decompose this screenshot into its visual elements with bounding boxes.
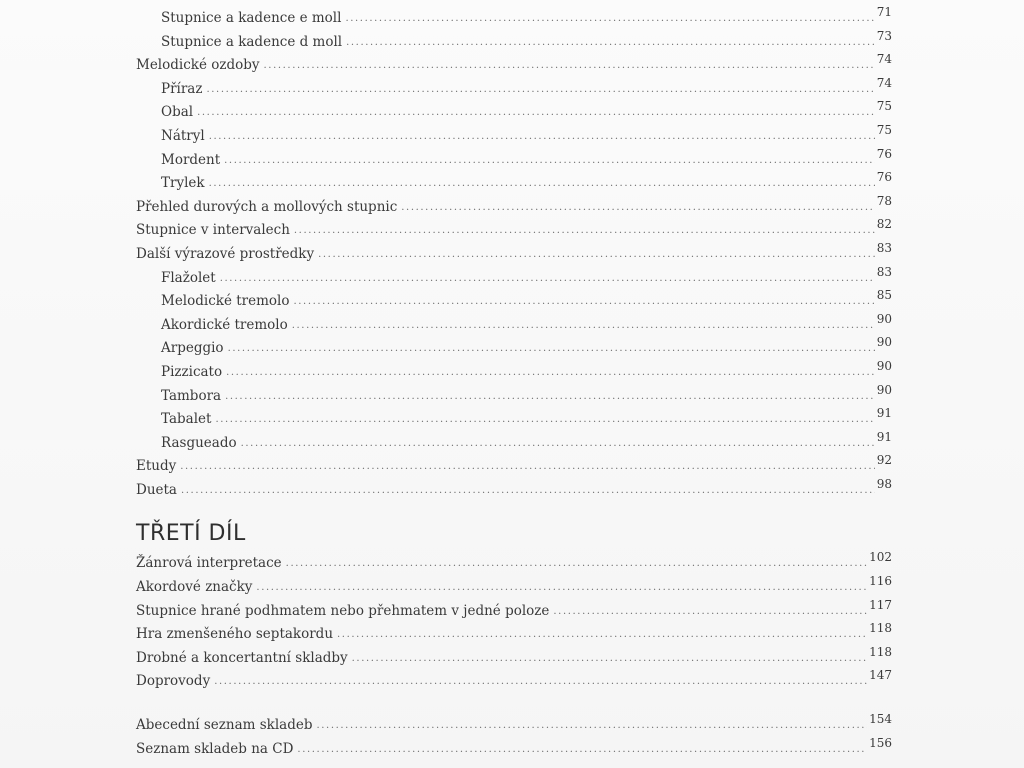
toc-entry-label: Nátryl xyxy=(161,127,205,144)
toc-entry-label: Stupnice v intervalech xyxy=(136,222,290,239)
toc-entry-label: Flažolet xyxy=(161,269,216,286)
toc-entry xyxy=(136,240,892,267)
toc-entry-label: Stupnice hrané podhmatem nebo přehmatem v jedné poloze xyxy=(136,602,550,619)
toc-entry xyxy=(136,219,892,243)
toc-entry xyxy=(136,714,892,738)
toc-entry xyxy=(136,455,892,479)
section-gap xyxy=(136,694,892,714)
toc-page-number: 85 xyxy=(876,288,892,303)
toc-entry xyxy=(136,54,892,78)
toc-entry xyxy=(136,576,892,600)
toc-page-number: 83 xyxy=(876,240,892,255)
toc-entry xyxy=(136,670,892,694)
toc-page-number: 76 xyxy=(876,146,892,161)
toc-subentry xyxy=(136,358,892,385)
toc-entry-label: Stupnice a kadence e moll xyxy=(161,10,342,26)
toc-entry-label: Stupnice a kadence d moll xyxy=(161,33,343,50)
toc-entry-label: Obal xyxy=(161,104,194,121)
dot-leader xyxy=(209,172,875,196)
toc-subentry xyxy=(136,75,892,102)
toc-entry-label: Doprovody xyxy=(136,673,211,690)
dot-leader xyxy=(346,31,875,55)
dot-leader xyxy=(215,408,874,432)
toc-subentry xyxy=(136,101,892,125)
table-of-contents xyxy=(136,7,892,761)
dot-leader xyxy=(345,7,874,31)
toc-subentry xyxy=(136,429,892,456)
dot-leader xyxy=(264,54,875,78)
dot-leader xyxy=(352,647,867,671)
toc-page-number: 83 xyxy=(876,264,892,279)
toc-entry-label: Melodické tremolo xyxy=(161,293,290,310)
toc-subentry xyxy=(136,264,892,291)
toc-entry-label: Abecední seznam skladeb xyxy=(136,717,313,734)
toc-entry-label: Rasgueado xyxy=(161,434,237,451)
dot-leader xyxy=(225,385,875,409)
toc-subentry xyxy=(136,382,892,409)
toc-entry xyxy=(136,597,892,624)
toc-entry-label: Arpeggio xyxy=(161,340,224,357)
dot-leader xyxy=(401,196,874,220)
toc-subentry xyxy=(136,408,892,432)
toc-page-number: 118 xyxy=(869,644,892,659)
toc-entry-label: Další výrazové prostředky xyxy=(136,245,315,262)
toc-page-number: 98 xyxy=(876,476,892,491)
toc-entry xyxy=(136,193,892,220)
toc-page-number: 73 xyxy=(876,28,892,43)
toc-entry-label: Hra zmenšeného septakordu xyxy=(136,626,334,643)
dot-leader xyxy=(292,314,875,338)
toc-entry-label: Příraz xyxy=(161,80,203,97)
toc-entry xyxy=(136,552,892,576)
toc-page-number: 91 xyxy=(876,406,892,421)
dot-leader xyxy=(241,432,875,456)
toc-entry-label: Seznam skladeb na CD xyxy=(136,740,294,757)
part3-entry-list xyxy=(136,552,892,694)
dot-leader xyxy=(293,290,874,314)
dot-leader xyxy=(553,600,867,624)
toc-page-number: 78 xyxy=(876,193,892,208)
dot-leader xyxy=(224,149,875,173)
dot-leader xyxy=(337,623,867,647)
toc-entry-label: Tambora xyxy=(161,387,222,404)
toc-entry-label: Melodické ozdoby xyxy=(136,57,260,74)
toc-page-number: 71 xyxy=(876,5,892,19)
toc-page-number: 147 xyxy=(869,668,892,683)
toc-page-number: 74 xyxy=(876,52,892,67)
toc-entry-label: Tabalet xyxy=(161,411,212,428)
toc-page-number: 91 xyxy=(876,429,892,444)
appendix-entry-list xyxy=(136,714,892,761)
dot-leader xyxy=(256,576,867,600)
toc-page-number: 82 xyxy=(876,217,892,232)
toc-subentry xyxy=(136,122,892,149)
toc-page-number: 90 xyxy=(876,335,892,350)
toc-entry-label: Žánrová interpretace xyxy=(136,555,282,572)
toc-entry-label: Přehled durových a mollových stupnic xyxy=(136,198,398,215)
toc-page-number: 117 xyxy=(869,597,892,612)
toc-subentry xyxy=(136,290,892,314)
dot-leader xyxy=(209,125,875,149)
toc-entry-label: Drobné a koncertantní skladby xyxy=(136,649,348,666)
toc-entry xyxy=(136,735,892,762)
section-heading-part3: TŘETÍ DÍL xyxy=(136,521,246,547)
toc-subentry xyxy=(136,146,892,173)
toc-entry-label: Dueta xyxy=(136,481,177,498)
toc-subentry xyxy=(136,172,892,196)
part2-entry-list xyxy=(136,7,892,502)
toc-subentry xyxy=(136,28,892,55)
toc-subentry xyxy=(136,311,892,338)
toc-page-number: 75 xyxy=(876,122,892,137)
dot-leader xyxy=(228,337,875,361)
dot-leader xyxy=(317,714,868,738)
toc-page-number: 154 xyxy=(869,712,892,727)
toc-entry-label: Akordové značky xyxy=(136,579,253,596)
toc-page-number: 90 xyxy=(876,358,892,373)
toc-page-number: 92 xyxy=(876,453,892,468)
toc-page-number: 102 xyxy=(869,550,892,565)
toc-entry-label: Pizzicato xyxy=(161,363,223,380)
dot-leader xyxy=(286,552,867,576)
dot-leader xyxy=(220,267,875,291)
toc-subentry xyxy=(136,7,892,31)
toc-entry-label: Etudy xyxy=(136,458,177,475)
dot-leader xyxy=(297,738,867,762)
toc-entry-label: Trylek xyxy=(161,175,205,192)
toc-page-number: 116 xyxy=(869,574,892,589)
toc-entry xyxy=(136,644,892,671)
toc-entry-label: Akordické tremolo xyxy=(161,316,288,333)
dot-leader xyxy=(318,243,875,267)
toc-entry-label: Mordent xyxy=(161,151,221,168)
toc-page-number: 156 xyxy=(869,735,892,750)
dot-leader xyxy=(214,670,867,694)
toc-subentry xyxy=(136,337,892,361)
toc-page-number: 90 xyxy=(876,382,892,397)
toc-page-number: 90 xyxy=(876,311,892,326)
dot-leader xyxy=(180,455,874,479)
toc-entry xyxy=(136,476,892,503)
dot-leader xyxy=(206,78,874,102)
toc-page-number: 118 xyxy=(869,621,892,636)
dot-leader xyxy=(294,219,875,243)
dot-leader xyxy=(181,479,875,503)
dot-leader xyxy=(197,101,875,125)
dot-leader xyxy=(226,361,875,385)
toc-page-number: 74 xyxy=(876,75,892,90)
toc-entry xyxy=(136,623,892,647)
toc-page-number: 76 xyxy=(876,170,892,185)
toc-page-number: 75 xyxy=(876,99,892,114)
